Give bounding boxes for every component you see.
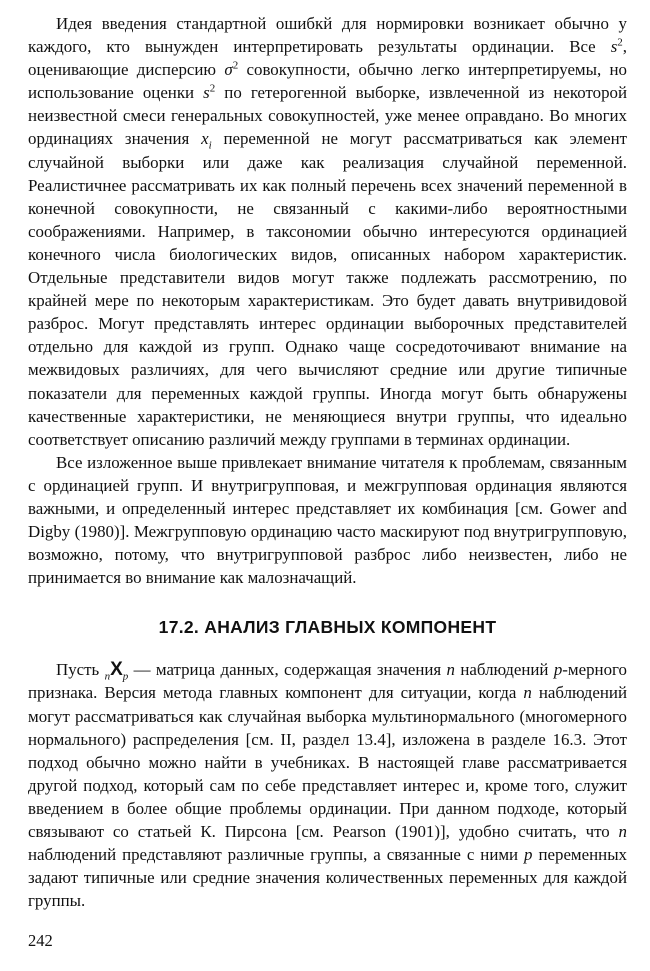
math-s: s xyxy=(610,37,618,57)
math-n: n xyxy=(618,822,627,841)
math-n: n xyxy=(523,683,532,703)
superscript-2: 2 xyxy=(617,36,623,49)
math-matrix-X: X xyxy=(110,659,123,681)
paragraph-principal-components: Пусть $_nX_p$ — матрица данных, содержащая значения n наблюдений p-мерного признака. Версия метода главных компонент для ситуации, когда n наблюдений могут рассматриваться как случайная выборка мультинормального (многомерного нормального) распределения [см. II, раздел 13.4], изложена в разделе 16.3. Этот подход обычно можно найти в учебниках. В настоящей главе рассматривается другой подход, который сам по себе представляет интерес и, кроме того, служит введением в более общие проблемы ординации. При данном подходе, который связывают со статьей К. Пирсона [см. Pearson (1901)], удобно считать, что n наблюдений представляют различные группы, а связанные с ними p переменных задают типичные или средние значения количественных переменных для каждой группы. xyxy=(28,659,627,911)
math-x: x xyxy=(201,129,209,149)
section-heading: 17.2. АНАЛИЗ ГЛАВНЫХ КОМПОНЕНТ xyxy=(158,617,497,638)
superscript-2: 2 xyxy=(209,82,216,95)
math-n: n xyxy=(446,660,455,680)
subscript-i: i xyxy=(208,139,212,152)
page-number: 242 xyxy=(28,931,53,950)
math-p-subscript: p xyxy=(122,670,129,683)
math-n-prefix: n xyxy=(104,670,111,683)
math-sigma: σ xyxy=(224,60,233,80)
superscript-2: 2 xyxy=(232,59,239,72)
math-p: p xyxy=(553,660,563,680)
paragraph-group-ordination: Все изложенное выше привлекает внимание читателя к проблемам, связанным с ординацией групп. И внутригрупповая, и межгрупповая ординация являются важными, и определенный интерес представляет их комбинация [см. Gower and Digby (1980)]. Межгрупповую ординацию часто маскируют под внутригрупповую, возможно, потому, что внутригрупповой разброс либо неизвестен, либо не принимается во внимание как малозначащий. xyxy=(28,452,627,588)
paragraph-standard-error: Идея введения стандартной ошибкй для нормировки возникает обычно у каждого, кто вынужден интерпретировать результаты ординации. Все $s^2$, оценивающие дисперсию $\sigma^2$ совокупности, обычно легко интерпретируемы, но использование оценки $s^2$ по гетерогенной выборке, извлеченной из некоторой неизвестной смеси генеральных совокупностей, уже менее оправдано. Во многих ординациях значения $x_i$ переменной не могут рассматриваться как элемент случайной выборки или даже как реализация случайной переменной. Реалистичнее рассматривать их как полный перечень всех значений переменной в конечной совокупности, не связанный с какими-либо вероятностными соображениями. Например, в таксономии обычно интересуются ординацией конечного числа биологических видов, описанных набором характеристик. Отдельные представители видов могут также подлежать рассмотрению, по крайней мере по некоторым характеристикам. Это будет давать внутривидовой разброс. Могут представлять интерес ординации выборочных представителей отдельно для каждой из групп. Однако чаще сосредоточивают внимание на межвидовых различиях, для чего вычисляют средние или другие типичные показатели для переменных каждой группы. Иногда могут быть обнаружены качественные характеристики, не меняющиеся внутри группы, что идеально соответствует описанию различий между группами в терминах ординации. xyxy=(28,14,627,449)
page-body xyxy=(28,12,627,912)
math-p: p xyxy=(524,845,533,865)
math-s: s xyxy=(203,83,210,103)
